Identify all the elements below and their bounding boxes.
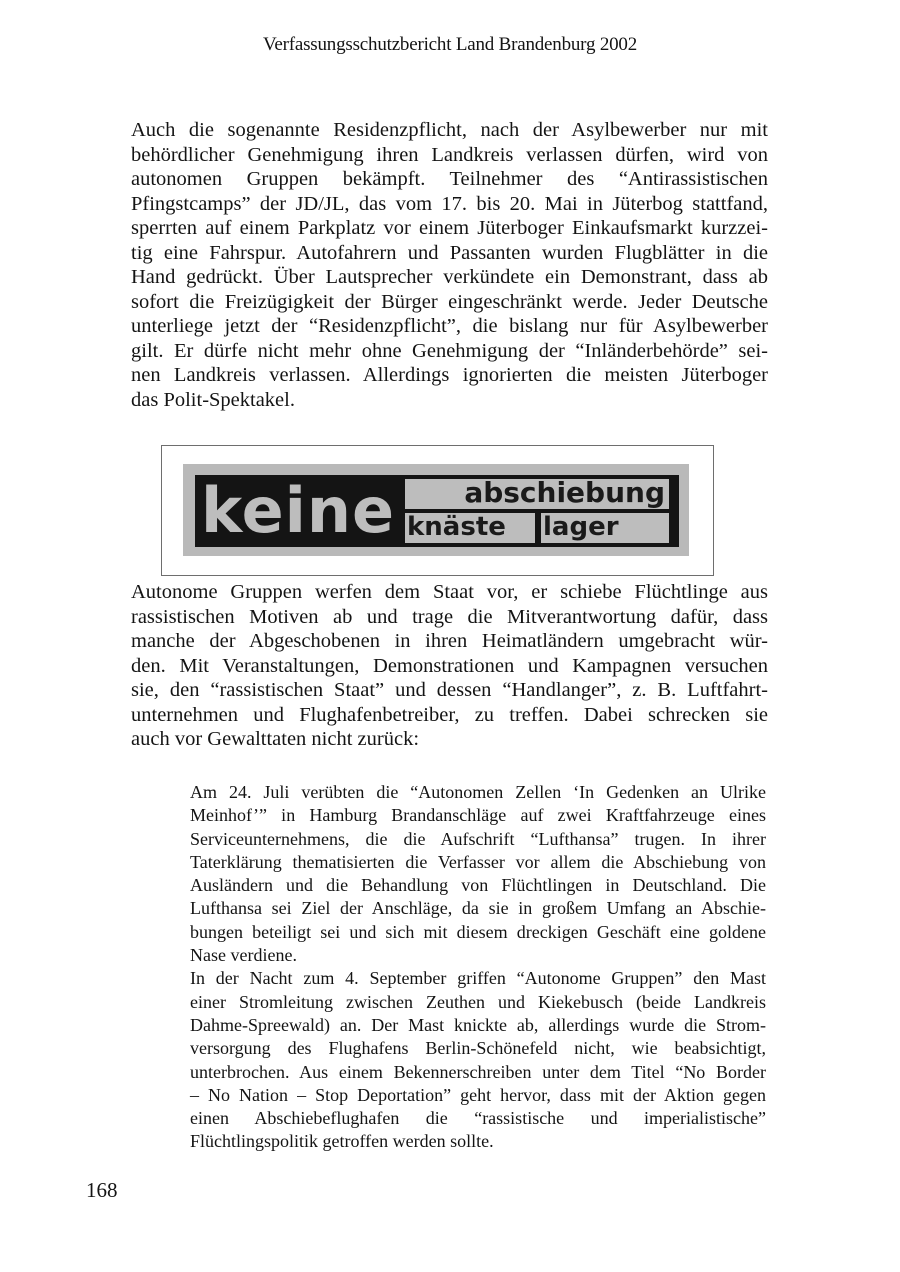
text-line: unterbrochen. Aus einem Bekennerschreiben unter dem Titel “No Border <box>190 1061 766 1082</box>
banner-figure <box>161 445 714 576</box>
text-line: Am 24. Juli verübten die “Autonomen Zellen ‘In Gedenken an Ulrike <box>190 782 766 802</box>
text-line: manche der Abgeschobenen in ihren Heimatländern umgebracht wür- <box>131 630 768 652</box>
text-line: nen Landkreis verlassen. Allerdings ignorierten die meisten Jüterboger <box>131 364 768 386</box>
banner-box-top-text: abschiebung <box>464 476 665 509</box>
text-line: sofort die Freizügigkeit der Bürger eingeschränkt werde. Jeder Deutsche <box>131 290 768 313</box>
banner-dark-panel <box>195 475 679 547</box>
text-line: Pfingstcamps” der JD/JL, das vom 17. bis 20. Mai in Jüterbog stattfand, <box>131 192 768 215</box>
text-line: den. Mit Veranstaltungen, Demonstrationen und Kampagnen versuchen <box>131 654 768 677</box>
text-line: sie, den “rassistischen Staat” und dessen “Handlanger”, z. B. Luftfahrt- <box>131 679 768 701</box>
banner-main-word: keine <box>201 474 396 547</box>
text-line: Meinhof’” in Hamburg Brandanschläge auf zwei Kraftfahrzeuge eines <box>190 805 766 826</box>
text-line: unterliege jetzt der “Residenzpflicht”, die bislang nur für Asylbewerber <box>131 315 768 337</box>
text-line: gilt. Er dürfe nicht mehr ohne Genehmigung der “Inländerbehörde” sei- <box>131 339 768 362</box>
text-line: auch vor Gewalttaten nicht zurück: <box>131 728 420 750</box>
text-line: einer Stromleitung zwischen Zeuthen und Kiekebusch (beide Landkreis <box>190 991 766 1012</box>
text-line: Lufthansa sei Ziel der Anschläge, da sie in großem Umfang an Abschie- <box>190 898 766 919</box>
banner-image <box>183 464 689 556</box>
banner-box-bottom-left <box>405 513 535 543</box>
text-line: In der Nacht zum 4. September griffen “Autonome Gruppen” den Mast <box>190 968 766 989</box>
text-line: – No Nation – Stop Deportation” geht hervor, dass mit der Aktion gegen <box>190 1084 766 1105</box>
text-line: Ausländern und die Behandlung von Flüchtlingen in Deutschland. Die <box>190 875 766 896</box>
banner-box-top <box>405 476 669 509</box>
text-line: Taterklärung thematisierten die Verfasser vor allem die Abschiebung von <box>190 851 766 872</box>
text-line: autonomen Gruppen bekämpft. Teilnehmer des “Antirassistischen <box>131 168 768 190</box>
paragraph-autonome-gruppen <box>131 580 768 752</box>
text-line: tig eine Fahrspur. Autofahrern und Passanten wurden Flugblätter in die <box>131 241 768 264</box>
text-line: Autonome Gruppen werfen dem Staat vor, er schiebe Flüchtlinge aus <box>131 581 768 603</box>
text-line: bungen beteiligt sei und sich mit diesem dreckigen Geschäft eine goldene <box>190 921 766 942</box>
text-line: behördlicher Genehmigung ihren Landkreis verlassen dürfen, wird von <box>131 143 768 166</box>
paragraph-residenzpflicht <box>131 118 768 412</box>
indented-quote-block <box>190 781 766 1154</box>
banner-box-bottom-right <box>541 513 669 543</box>
banner-box-bottom-right-text: lager <box>543 512 619 542</box>
text-line: rassistischen Motiven ab und trage die Mitverantwortung dafür, dass <box>131 605 768 628</box>
text-line: sperrten auf einem Parkplatz vor einem Jüterboger Einkaufsmarkt kurzzei- <box>131 217 768 239</box>
text-line: Hand gedrückt. Über Lautsprecher verkündete ein Demonstrant, dass ab <box>131 266 768 288</box>
banner-box-bottom-left-text: knäste <box>407 512 506 542</box>
running-header: Verfassungsschutzbericht Land Brandenburg 2002 <box>262 34 638 55</box>
text-line: Auch die sogenannte Residenzpflicht, nach der Asylbewerber nur mit <box>131 119 768 141</box>
text-line: Dahme-Spreewald) an. Der Mast knickte ab, allerdings wurde die Strom- <box>190 1014 766 1035</box>
text-line: versorgung des Flughafens Berlin-Schönefeld nicht, wie beabsichtigt, <box>190 1038 766 1059</box>
text-line: Flüchtlingspolitik getroffen werden sollte. <box>190 1131 494 1152</box>
text-line: das Polit-Spektakel. <box>131 388 295 411</box>
page-number: 168 <box>86 1178 118 1202</box>
text-line: einen Abschiebeflughafen die “rassistische und imperialistische” <box>190 1108 766 1129</box>
text-line: Serviceunternehmens, die die Aufschrift “Lufthansa” trugen. In ihrer <box>190 828 766 849</box>
text-line: Nase verdiene. <box>190 945 297 966</box>
text-line: unternehmen und Flughafenbetreiber, zu treffen. Dabei schrecken sie <box>131 703 768 726</box>
